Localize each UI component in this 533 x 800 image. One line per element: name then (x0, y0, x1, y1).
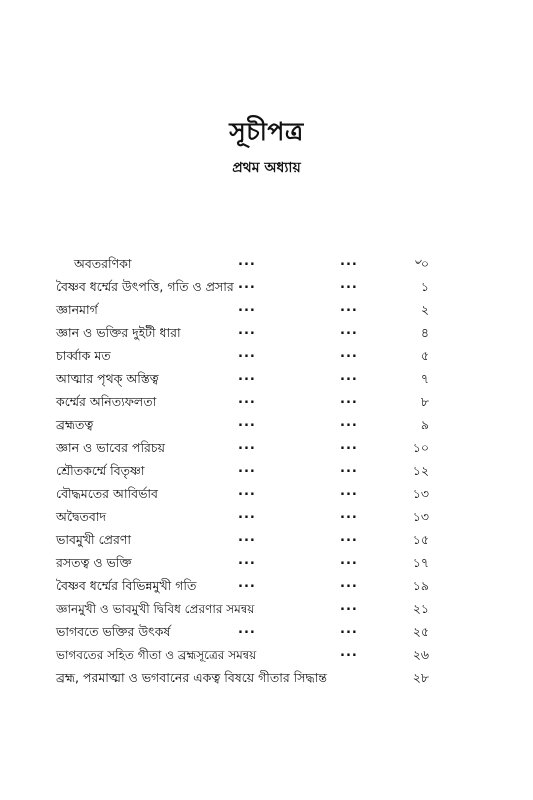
toc-leader-dots: ... (238, 254, 256, 269)
toc-page-number: ৭ (420, 371, 429, 386)
toc-entry-title: জ্ঞানমার্গ (56, 302, 98, 317)
toc-leader-dots: ... (340, 484, 358, 499)
toc-leader-dots: ... (238, 484, 256, 499)
toc-leader-dots: ... (340, 576, 358, 591)
toc-entry (0, 484, 533, 507)
toc-leader-dots: ... (340, 277, 358, 292)
toc-leader-dots: ... (340, 599, 358, 614)
toc-leader-dots: ... (340, 369, 358, 384)
toc-leader-dots: ... (340, 622, 358, 637)
toc-entry-title: ভাগবতে ভক্তির উৎকর্ষ (56, 624, 171, 639)
toc-leader-dots: ... (238, 415, 256, 430)
toc-page-number: ১৭ (412, 555, 429, 570)
toc-entry (0, 553, 533, 576)
page-title: সূচীপত্র (229, 117, 304, 146)
toc-page-number: ২৮ (412, 670, 429, 685)
toc-leader-dots: ... (340, 392, 358, 407)
toc-entry-title: চার্ব্বাক মত (56, 348, 111, 363)
toc-entry (0, 645, 533, 668)
toc-page-number: ২ (420, 302, 429, 317)
toc-leader-dots: ... (238, 507, 256, 522)
toc-leader-dots: ... (238, 369, 256, 384)
toc-page-number: ১৫ (412, 532, 429, 547)
toc-entry (0, 254, 533, 277)
chapter-heading: প্রথম অধ্যায় (232, 160, 301, 176)
toc-entry-title: অবতরণিকা (74, 256, 132, 271)
toc-page-number: ৫ (420, 348, 429, 363)
toc-leader-dots: ... (238, 622, 256, 637)
toc-entry (0, 323, 533, 346)
toc-page-number: ২১ (412, 601, 429, 616)
toc-leader-dots: ... (238, 461, 256, 476)
toc-entry-title: ব্রহ্মতত্ব (56, 417, 94, 432)
toc-entry-title: রসতত্ব ও ভক্তি (56, 555, 132, 570)
toc-page-number: ১৩ (412, 486, 429, 501)
toc-page-number: ১০ (412, 440, 429, 455)
toc-entry (0, 668, 533, 691)
toc-leader-dots: ... (238, 277, 256, 292)
toc-page-number: ১ (420, 279, 429, 294)
toc-leader-dots: ... (340, 300, 358, 315)
toc-entry (0, 277, 533, 300)
toc-entry-title: ভাগবতের সহিত গীতা ও ব্রহ্মসূত্রের সমন্বয় (56, 648, 257, 662)
toc-entry-title: জ্ঞান ও ভক্তির দুইটী ধারা (56, 325, 181, 340)
toc-leader-dots: ... (340, 461, 358, 476)
toc-leader-dots: ... (340, 645, 358, 660)
toc-entry (0, 507, 533, 530)
toc-entry-title: বৌদ্ধমতের আবির্ভাব (56, 486, 158, 501)
toc-entry-title: কর্ম্মের অনিত্যফলতা (56, 394, 157, 409)
toc-page-number: ১৩ (412, 509, 429, 524)
toc-leader-dots: ... (238, 392, 256, 407)
toc-entry-title: শ্রৌতকর্ম্মে বিতৃষ্ণা (56, 463, 145, 478)
toc-leader-dots: ... (238, 323, 256, 338)
toc-leader-dots: ... (340, 553, 358, 568)
toc-leader-dots: ... (340, 254, 358, 269)
toc-page-number: ২৫ (412, 624, 429, 639)
toc-entry-title: জ্ঞানমুখী ও ভাবমুখী দ্বিবিধ প্রেরণার সমন্বয় (56, 602, 255, 616)
toc-entry-title: আত্মার পৃথক্ অস্তিত্ব (56, 371, 159, 386)
toc-entry-title: বৈষ্ণব ধর্ম্মের উৎপত্তি, গতি ও প্রসার (56, 279, 234, 294)
toc-leader-dots: ... (238, 438, 256, 453)
toc-entry (0, 415, 533, 438)
toc-page-number: ১৯ (412, 578, 429, 593)
toc-leader-dots: ... (340, 507, 358, 522)
toc-leader-dots: ... (238, 346, 256, 361)
toc-leader-dots: ... (238, 576, 256, 591)
toc-leader-dots: ... (238, 553, 256, 568)
toc-page-number: ২৬ (412, 647, 429, 662)
toc-leader-dots: ... (238, 300, 256, 315)
toc-page-number: ৺০ (413, 256, 429, 271)
toc-entry (0, 599, 533, 622)
toc-entry (0, 461, 533, 484)
toc-entry-title: জ্ঞান ও ভাবের পরিচয় (56, 440, 166, 455)
toc-entry-title: বৈষ্ণব ধর্ম্মের বিভিন্নমুখী গতি (56, 578, 197, 593)
toc-leader-dots: ... (238, 530, 256, 545)
toc-leader-dots: ... (340, 415, 358, 430)
toc-entry (0, 530, 533, 553)
toc-page-number: ৮ (420, 394, 429, 409)
toc-entry (0, 392, 533, 415)
toc-leader-dots: ... (340, 323, 358, 338)
table-of-contents (0, 254, 533, 691)
toc-leader-dots: ... (340, 346, 358, 361)
toc-page-number: ৯ (420, 417, 429, 432)
toc-leader-dots: ... (340, 438, 358, 453)
toc-entry-title: ভাবমুখী প্রেরণা (56, 532, 132, 547)
toc-entry (0, 346, 533, 369)
toc-page-number: ৪ (420, 325, 429, 340)
toc-entry (0, 576, 533, 599)
toc-entry-title: অদ্বৈতবাদ (56, 509, 107, 524)
toc-entry (0, 300, 533, 323)
toc-entry (0, 438, 533, 461)
toc-leader-dots: ... (340, 530, 358, 545)
toc-entry (0, 622, 533, 645)
toc-entry (0, 369, 533, 392)
toc-entry-title: ব্রহ্ম, পরমাত্মা ও ভগবানের একত্ব বিষয়ে গীতার সিদ্ধান্ত (56, 670, 327, 685)
toc-page-number: ১২ (412, 463, 429, 478)
